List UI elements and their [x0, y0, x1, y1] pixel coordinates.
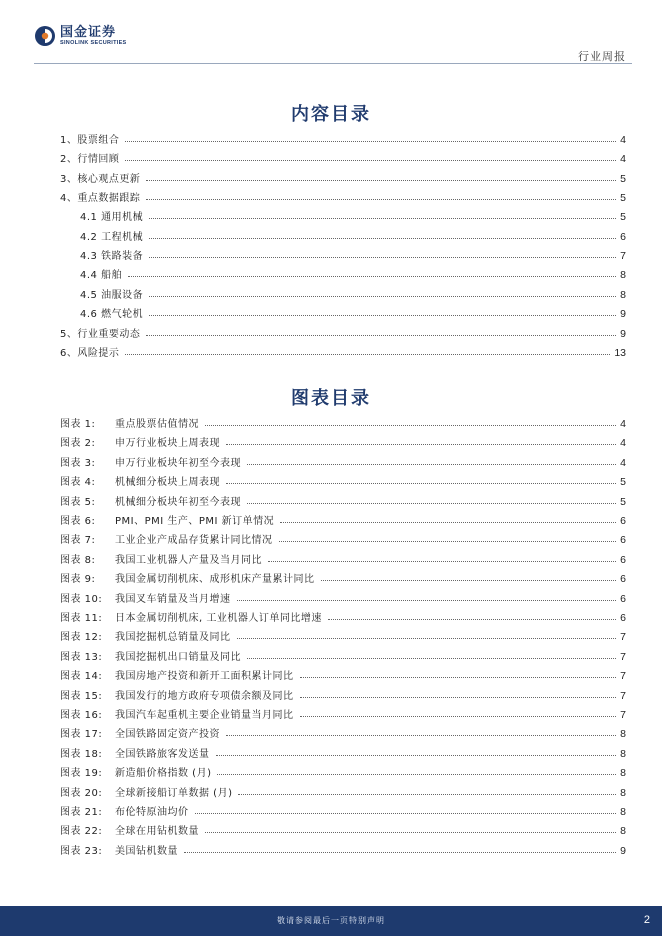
- figure-leader-dots: [216, 754, 617, 756]
- figure-entry[interactable]: [60, 569, 626, 585]
- figure-entry-label: 我国金属切削机床、成形机床产量累计同比: [115, 574, 315, 585]
- figure-entry-number: 图表 2:: [60, 438, 96, 449]
- toc-entry-page: 7: [620, 250, 626, 262]
- figure-entry-number: 图表 14:: [60, 671, 103, 682]
- figure-entry[interactable]: [60, 666, 626, 682]
- toc-title: 内容目录: [291, 104, 371, 125]
- logo-chinese-name: 国金证券: [60, 24, 117, 40]
- figure-entry-label: 申万行业板块年初至今表现: [115, 458, 241, 469]
- figure-entry-label: PMI、PMI 生产、PMI 新订单情况: [115, 516, 275, 527]
- toc-entry[interactable]: [80, 227, 626, 243]
- figure-entry-number: 图表 23:: [60, 846, 103, 857]
- toc-entry-page: 9: [620, 308, 626, 320]
- figure-entry[interactable]: [60, 744, 626, 760]
- figure-entry[interactable]: [60, 763, 626, 779]
- figure-entry-page: 6: [620, 515, 626, 527]
- toc-entry[interactable]: [80, 246, 626, 262]
- figure-entry[interactable]: [60, 705, 626, 721]
- figure-leader-dots: [237, 637, 617, 639]
- toc-entry-page: 9: [620, 328, 626, 340]
- toc-entry-page: 4: [620, 134, 626, 146]
- figure-entry[interactable]: [60, 414, 626, 430]
- figure-entry-page: 8: [620, 767, 626, 779]
- figure-entry[interactable]: [60, 453, 626, 469]
- figure-leader-dots: [279, 540, 617, 542]
- toc-entry-label: 4.3 铁路装备: [80, 251, 144, 262]
- toc-entry-label: 2、行情回顾: [60, 154, 120, 165]
- toc-leader-dots: [125, 140, 616, 142]
- toc-entry[interactable]: [60, 149, 626, 165]
- figure-leader-dots: [328, 618, 616, 620]
- figure-entry-number: 图表 9:: [60, 574, 96, 585]
- figure-leader-dots: [321, 579, 617, 581]
- figure-entry[interactable]: [60, 511, 626, 527]
- toc-leader-dots: [149, 217, 616, 219]
- figure-entry-page: 7: [620, 631, 626, 643]
- figure-entry-number: 图表 17:: [60, 729, 103, 740]
- toc-entry[interactable]: [60, 343, 626, 359]
- toc-entry-page: 4: [620, 153, 626, 165]
- toc-leader-dots: [128, 275, 616, 277]
- toc-leader-dots: [149, 237, 616, 239]
- figure-entry[interactable]: [60, 627, 626, 643]
- figure-entry-label: 工业企业产成品存货累计同比情况: [115, 535, 273, 546]
- toc-leader-dots: [149, 295, 616, 297]
- figure-leader-dots: [247, 463, 616, 465]
- toc-leader-dots: [125, 353, 610, 355]
- figure-entry-page: 6: [620, 534, 626, 546]
- figure-leader-dots: [205, 831, 616, 833]
- page-footer: [0, 906, 662, 936]
- toc-entry[interactable]: [80, 285, 626, 301]
- figure-entry-number: 图表 5:: [60, 497, 96, 508]
- toc-entry-label: 4.6 燃气轮机: [80, 309, 144, 320]
- figure-entry-number: 图表 19:: [60, 768, 103, 779]
- toc-entry-label: 3、核心观点更新: [60, 174, 141, 185]
- figure-entry-page: 8: [620, 806, 626, 818]
- page-number: 2: [643, 914, 650, 926]
- figure-leader-dots: [205, 424, 616, 426]
- toc-entry[interactable]: [80, 265, 626, 281]
- toc-entry[interactable]: [60, 188, 626, 204]
- figure-entry[interactable]: [60, 492, 626, 508]
- figure-entry-page: 4: [620, 437, 626, 449]
- figure-leader-dots: [280, 521, 616, 523]
- toc-entry-page: 8: [620, 289, 626, 301]
- toc-entry-page: 8: [620, 269, 626, 281]
- figure-entry-page: 5: [620, 496, 626, 508]
- figure-entry-number: 图表 13:: [60, 652, 103, 663]
- figure-entry-page: 4: [620, 457, 626, 469]
- figure-entry[interactable]: [60, 589, 626, 605]
- figure-list-title: 图表目录: [291, 388, 371, 409]
- figure-entry[interactable]: [60, 821, 626, 837]
- figure-entry-label: 全国铁路旅客发送量: [115, 749, 210, 760]
- figure-entry-number: 图表 18:: [60, 749, 103, 760]
- figure-entry-page: 9: [620, 845, 626, 857]
- figure-entry-number: 图表 6:: [60, 516, 96, 527]
- toc-entry-label: 4.2 工程机械: [80, 232, 144, 243]
- figure-entry-number: 图表 4:: [60, 477, 96, 488]
- figure-entry-number: 图表 1:: [60, 419, 96, 430]
- figure-entry-label: 机械细分板块上周表现: [115, 477, 220, 488]
- figure-entry-label: 申万行业板块上周表现: [115, 438, 220, 449]
- figure-entry-number: 图表 12:: [60, 632, 103, 643]
- toc-entry-label: 5、行业重要动态: [60, 329, 141, 340]
- toc-entry[interactable]: [80, 207, 626, 223]
- figure-leader-dots: [247, 502, 616, 504]
- figure-entry[interactable]: [60, 783, 626, 799]
- figure-entry-label: 新造船价格指数 (月): [115, 768, 212, 779]
- figure-entry[interactable]: [60, 841, 626, 857]
- figure-entry-label: 全球新接船订单数据 (月): [115, 788, 233, 799]
- toc-entry-label: 4.5 油服设备: [80, 290, 144, 301]
- figure-entry-page: 8: [620, 787, 626, 799]
- page-header: [0, 0, 662, 62]
- figure-entry-page: 6: [620, 573, 626, 585]
- figure-entry[interactable]: [60, 433, 626, 449]
- toc-entry-label: 1、股票组合: [60, 135, 120, 146]
- figure-leader-dots: [226, 443, 616, 445]
- footer-disclaimer: 敬请参阅最后一页特别声明: [277, 916, 385, 925]
- figure-entry-page: 7: [620, 651, 626, 663]
- figure-entry[interactable]: [60, 802, 626, 818]
- figure-leader-dots: [217, 773, 616, 775]
- figure-entry-label: 我国房地产投资和新开工面积累计同比: [115, 671, 294, 682]
- figure-leader-dots: [268, 560, 616, 562]
- toc-entry[interactable]: [60, 130, 626, 146]
- figure-leader-dots: [300, 676, 617, 678]
- figure-entry-page: 6: [620, 554, 626, 566]
- figure-entry-label: 我国发行的地方政府专项债余额及同比: [115, 691, 294, 702]
- figure-leader-dots: [247, 657, 616, 659]
- toc-leader-dots: [146, 198, 616, 200]
- figure-entry-number: 图表 20:: [60, 788, 103, 799]
- toc-entry-page: 5: [620, 173, 626, 185]
- toc-leader-dots: [146, 179, 616, 181]
- figure-entry-number: 图表 11:: [60, 613, 103, 624]
- figure-leader-dots: [237, 599, 617, 601]
- figure-entry-label: 布伦特原油均价: [115, 807, 189, 818]
- figure-entry[interactable]: [60, 550, 626, 566]
- logo-mark-icon: [34, 25, 56, 47]
- figure-entry-label: 全国铁路固定资产投资: [115, 729, 220, 740]
- toc-entry-label: 6、风险提示: [60, 348, 120, 359]
- figure-entry-page: 8: [620, 728, 626, 740]
- header-divider: [34, 63, 632, 64]
- figure-entry-number: 图表 7:: [60, 535, 96, 546]
- toc-entry-page: 5: [620, 192, 626, 204]
- figure-entry-page: 7: [620, 690, 626, 702]
- figure-entry[interactable]: [60, 530, 626, 546]
- figure-entry-page: 6: [620, 612, 626, 624]
- figure-entry[interactable]: [60, 472, 626, 488]
- figure-entry-label: 全球在用钻机数量: [115, 826, 199, 837]
- toc-entry[interactable]: [80, 304, 626, 320]
- figure-leader-dots: [238, 793, 616, 795]
- toc-leader-dots: [149, 314, 616, 316]
- figure-entry[interactable]: [60, 724, 626, 740]
- toc-entry[interactable]: [60, 324, 626, 340]
- figure-entry-page: 7: [620, 709, 626, 721]
- logo-english-name: SINOLINK SECURITIES: [60, 39, 127, 46]
- figure-entry-label: 我国汽车起重机主要企业销量当月同比: [115, 710, 294, 721]
- figure-entry-page: 8: [620, 825, 626, 837]
- figure-leader-dots: [300, 715, 617, 717]
- figure-entry[interactable]: [60, 647, 626, 663]
- toc-leader-dots: [146, 334, 616, 336]
- figure-entry-number: 图表 10:: [60, 594, 103, 605]
- figure-entry-label: 机械细分板块年初至今表现: [115, 497, 241, 508]
- figure-entry-number: 图表 3:: [60, 458, 96, 469]
- figure-leader-dots: [195, 812, 617, 814]
- toc-entry-label: 4、重点数据跟踪: [60, 193, 141, 204]
- figure-leader-dots: [300, 696, 617, 698]
- figure-entry-page: 5: [620, 476, 626, 488]
- report-type-label: 行业周报: [578, 50, 626, 63]
- figure-entry-page: 4: [620, 418, 626, 430]
- toc-entry-page: 6: [620, 231, 626, 243]
- figure-entry-label: 我国挖掘机总销量及同比: [115, 632, 231, 643]
- figure-entry-page: 6: [620, 593, 626, 605]
- figure-entry-number: 图表 22:: [60, 826, 103, 837]
- figure-entry-label: 美国钻机数量: [115, 846, 178, 857]
- figure-entry-number: 图表 15:: [60, 691, 103, 702]
- figure-entry-page: 7: [620, 670, 626, 682]
- figure-entry-label: 我国叉车销量及当月增速: [115, 594, 231, 605]
- figure-entry-label: 重点股票估值情况: [115, 419, 199, 430]
- company-logo: [34, 25, 127, 47]
- toc-entry-label: 4.4 船舶: [80, 270, 123, 281]
- figure-entry-page: 8: [620, 748, 626, 760]
- figure-leader-dots: [226, 734, 616, 736]
- toc-entry[interactable]: [60, 169, 626, 185]
- figure-entry-label: 日本金属切削机床, 工业机器人订单同比增速: [115, 613, 322, 624]
- figure-entry-number: 图表 8:: [60, 555, 96, 566]
- toc-entry-page: 13: [614, 347, 626, 359]
- figure-entry-label: 我国工业机器人产量及当月同比: [115, 555, 262, 566]
- figure-entry[interactable]: [60, 686, 626, 702]
- toc-leader-dots: [149, 256, 616, 258]
- figure-entry[interactable]: [60, 608, 626, 624]
- figure-entry-label: 我国挖掘机出口销量及同比: [115, 652, 241, 663]
- figure-leader-dots: [226, 482, 616, 484]
- figure-leader-dots: [184, 851, 616, 853]
- toc-leader-dots: [125, 159, 616, 161]
- figure-entry-number: 图表 21:: [60, 807, 103, 818]
- toc-entry-page: 5: [620, 211, 626, 223]
- figure-entry-number: 图表 16:: [60, 710, 103, 721]
- toc-entry-label: 4.1 通用机械: [80, 212, 144, 223]
